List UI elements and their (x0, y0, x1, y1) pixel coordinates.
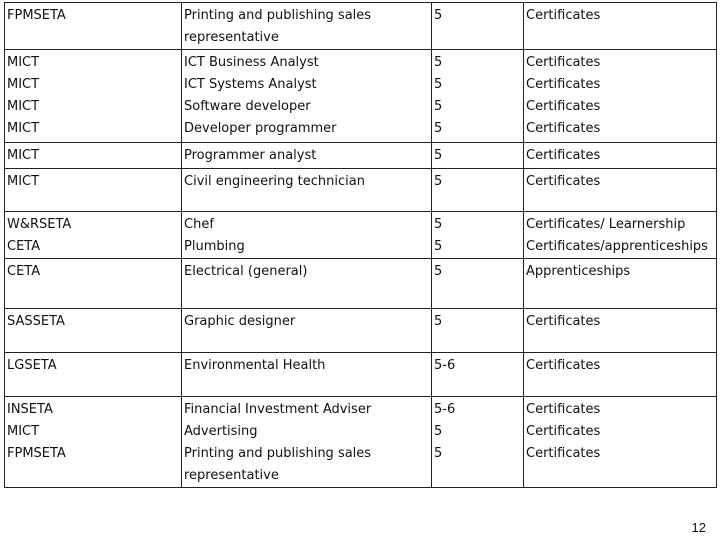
nqf-level-text: 5 (434, 217, 443, 232)
nqf-level-cell (432, 169, 524, 212)
occupation-text: Programmer analyst (184, 148, 317, 163)
qualification-text: Certificates (526, 121, 601, 136)
qualification-text: Certificates (526, 314, 601, 329)
nqf-level-text: 5 (434, 446, 443, 461)
occupation-text: Financial Investment Adviser (184, 402, 372, 417)
qualification-text: Certificates (526, 77, 601, 92)
occupation-text: Advertising (184, 424, 258, 439)
occupation-text: Civil engineering technician (184, 174, 365, 189)
occupation-text: Developer programmer (184, 121, 337, 136)
seta-text: MICT (7, 174, 40, 189)
nqf-level-cell (432, 212, 524, 259)
seta-text: CETA (7, 239, 41, 254)
occupation-text: representative (184, 468, 279, 483)
nqf-level-text: 5-6 (434, 402, 456, 417)
nqf-level-cell (432, 397, 524, 488)
occupation-text: Graphic designer (184, 314, 296, 329)
nqf-level-text: 5 (434, 55, 443, 70)
occupation-text: ICT Business Analyst (184, 55, 319, 70)
nqf-level-cell (432, 309, 524, 353)
qualification-text: Certificates (526, 8, 601, 23)
occupation-cell (182, 397, 432, 488)
seta-cell (5, 353, 182, 397)
table-row (5, 309, 717, 353)
nqf-level-cell (432, 3, 524, 50)
occupation-text: Printing and publishing sales (184, 8, 372, 23)
qualification-text: Certificates (526, 99, 601, 114)
qualification-text: Certificates (526, 174, 601, 189)
qualification-text: Certificates (526, 446, 601, 461)
qualification-text: Certificates/apprenticeships (526, 239, 708, 254)
nqf-level-cell (432, 259, 524, 309)
nqf-level-text: 5 (434, 314, 443, 329)
table-row (5, 259, 717, 309)
nqf-level-text: 5 (434, 8, 443, 23)
occupation-cell (182, 169, 432, 212)
qualification-cell (524, 50, 717, 143)
seta-text: MICT (7, 55, 40, 70)
occupation-text: Software developer (184, 99, 311, 114)
nqf-level-cell (432, 50, 524, 143)
table-row (5, 143, 717, 169)
qualification-cell (524, 212, 717, 259)
qualification-cell (524, 309, 717, 353)
occupation-text: Electrical (general) (184, 264, 308, 279)
qualification-cell (524, 259, 717, 309)
qualification-text: Certificates (526, 402, 601, 417)
seta-text: MICT (7, 99, 40, 114)
nqf-level-text: 5-6 (434, 358, 456, 373)
qualification-text: Certificates (526, 424, 601, 439)
nqf-level-text: 5 (434, 264, 443, 279)
qualification-text: Certificates (526, 55, 601, 70)
qualification-cell (524, 143, 717, 169)
seta-cell (5, 143, 182, 169)
nqf-level-text: 5 (434, 148, 443, 163)
occupation-text: Environmental Health (184, 358, 326, 373)
seta-cell (5, 169, 182, 212)
occupation-cell (182, 212, 432, 259)
qualification-cell (524, 3, 717, 50)
nqf-level-text: 5 (434, 121, 443, 136)
qualification-text: Certificates (526, 358, 601, 373)
seta-text: MICT (7, 424, 40, 439)
qualification-cell (524, 353, 717, 397)
qualification-cell (524, 397, 717, 488)
table-row (5, 169, 717, 212)
table-row (5, 353, 717, 397)
seta-text: INSETA (7, 402, 53, 417)
seta-cell (5, 212, 182, 259)
table-row (5, 3, 717, 50)
seta-text: FPMSETA (7, 446, 66, 461)
nqf-level-text: 5 (434, 99, 443, 114)
occupation-text: representative (184, 30, 279, 45)
seta-cell (5, 309, 182, 353)
occupation-cell (182, 3, 432, 50)
nqf-level-cell (432, 143, 524, 169)
seta-text: SASSETA (7, 314, 65, 329)
page-number: 12 (691, 520, 706, 535)
qualification-text: Certificates/ Learnership (526, 217, 686, 232)
occupation-cell (182, 353, 432, 397)
nqf-level-text: 5 (434, 174, 443, 189)
occupation-cell (182, 50, 432, 143)
seta-text: W&RSETA (7, 217, 72, 232)
table-row (5, 50, 717, 143)
table-row (5, 397, 717, 488)
nqf-level-text: 5 (434, 77, 443, 92)
occupation-text: Chef (184, 217, 214, 232)
seta-cell (5, 50, 182, 143)
qualification-text: Apprenticeships (526, 264, 631, 279)
seta-text: MICT (7, 121, 40, 136)
seta-occupations-table (4, 2, 717, 488)
occupation-cell (182, 259, 432, 309)
seta-text: CETA (7, 264, 41, 279)
seta-cell (5, 3, 182, 50)
seta-text: LGSETA (7, 358, 57, 373)
seta-text: MICT (7, 148, 40, 163)
qualification-cell (524, 169, 717, 212)
seta-cell (5, 397, 182, 488)
nqf-level-text: 5 (434, 424, 443, 439)
seta-cell (5, 259, 182, 309)
occupation-cell (182, 143, 432, 169)
occupation-text: ICT Systems Analyst (184, 77, 317, 92)
table-row (5, 212, 717, 259)
occupation-cell (182, 309, 432, 353)
nqf-level-cell (432, 353, 524, 397)
seta-text: MICT (7, 77, 40, 92)
seta-text: FPMSETA (7, 8, 66, 23)
occupation-text: Printing and publishing sales (184, 446, 372, 461)
table-body (5, 3, 717, 488)
occupation-text: Plumbing (184, 239, 245, 254)
nqf-level-text: 5 (434, 239, 443, 254)
qualification-text: Certificates (526, 148, 601, 163)
